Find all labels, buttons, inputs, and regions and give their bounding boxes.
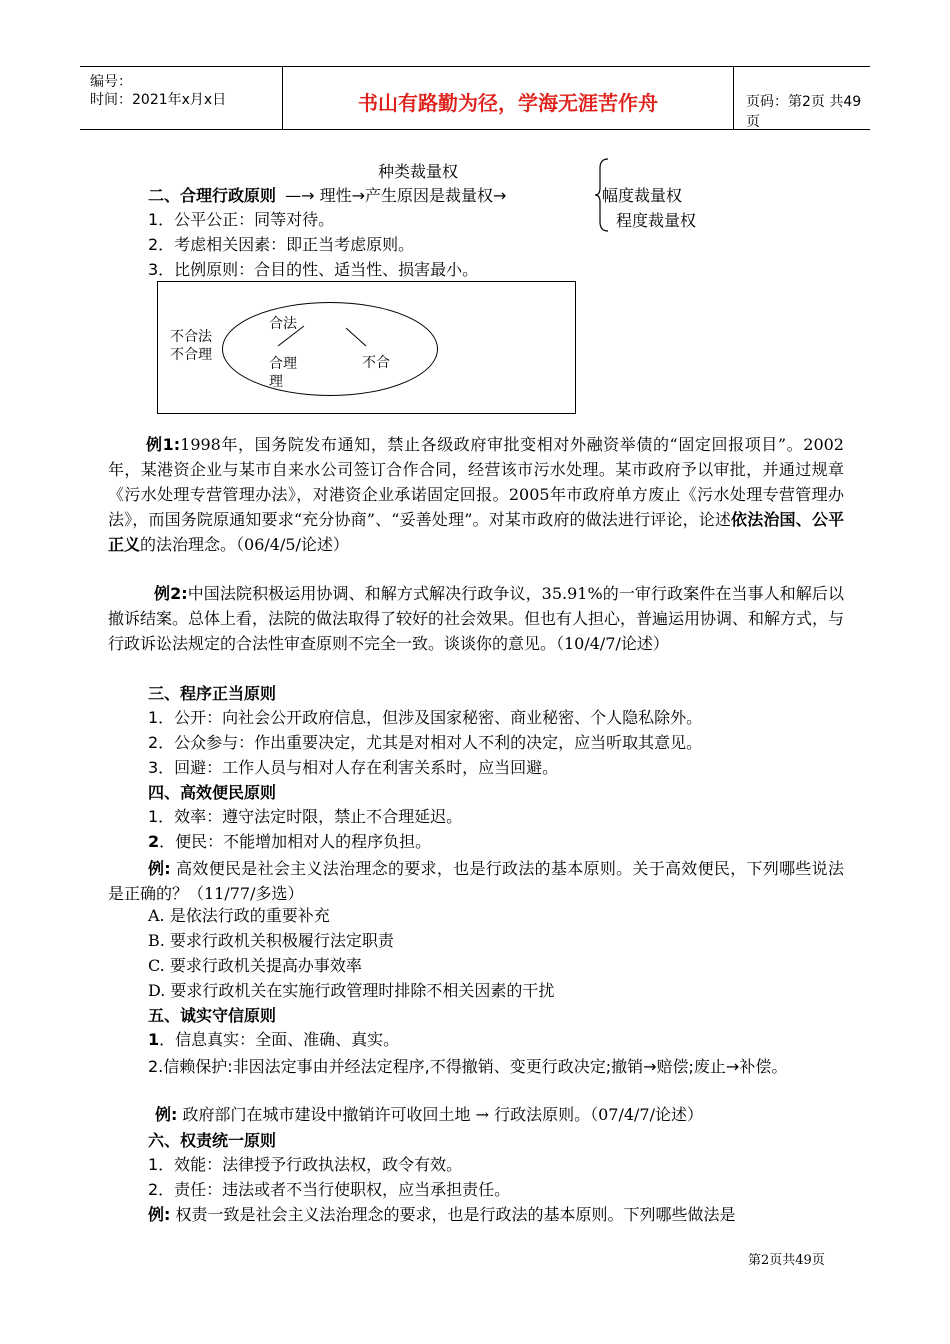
section-4-title: 四、高效便民原则 bbox=[148, 783, 277, 802]
section-5-item-1-num: 1 bbox=[148, 1030, 160, 1049]
section-5-item-2: 2.信赖保护:非因法定事由并经法定程序,不得撤销、变更行政决定;撤销→赔偿;废止→补偿。 bbox=[148, 1057, 788, 1076]
time-label: 时间：2021年x月x日 bbox=[90, 92, 227, 108]
diagram-outer-label-2: 不合理 bbox=[170, 347, 212, 363]
section-5-title: 五、诚实守信原则 bbox=[148, 1006, 277, 1025]
section-5-example bbox=[155, 1105, 703, 1125]
section-4-example-label: 例: bbox=[148, 859, 171, 878]
section-6-item-1: 1．效能：法律授予行政执法权，政令有效。 bbox=[148, 1155, 463, 1174]
section-5-example-text: 政府部门在城市建设中撤销许可收回土地 → 行政法原则。（07/4/7/论述） bbox=[182, 1105, 703, 1124]
header-left-cell bbox=[80, 67, 283, 129]
section-3-item-1: 1．公开：向社会公开政府信息，但涉及国家秘密、商业秘密、个人隐私除外。 bbox=[148, 708, 703, 727]
section-2-heading bbox=[148, 186, 506, 206]
section-5-item-1-text: ．信息真实：全面、准确、真实。 bbox=[159, 1030, 400, 1049]
header-right-cell bbox=[734, 67, 870, 129]
page-header bbox=[80, 66, 870, 130]
diagram-reasonable-label: 合理 bbox=[269, 356, 297, 372]
example-1-label: 例1: bbox=[146, 435, 181, 454]
section-3-title: 三、程序正当原则 bbox=[148, 684, 277, 703]
section-4-item-1: 1．效率：遵守法定时限，禁止不合理延迟。 bbox=[148, 807, 463, 826]
example-2 bbox=[108, 581, 844, 656]
section-3-item-2: 2．公众参与：作出重要决定，尤其是对相对人不利的决定，应当听取其意见。 bbox=[148, 733, 703, 752]
serial-label: 编号： bbox=[90, 74, 132, 90]
footer-page-number: 第2页共49页 bbox=[748, 1253, 825, 1268]
section-6-item-2: 2．责任：违法或者不当行使职权，应当承担责任。 bbox=[148, 1180, 511, 1199]
kind-amplitude: 幅度裁量权 bbox=[602, 186, 683, 205]
example-2-label: 例2: bbox=[154, 584, 188, 603]
section-2-title: 二、合理行政原则 bbox=[148, 186, 277, 205]
option-c: C. 要求行政机关提高办事效率 bbox=[148, 956, 362, 975]
section-4-example bbox=[108, 856, 844, 906]
example-1-emphasis: 依法治国、公平正义 bbox=[108, 510, 844, 554]
diagram-line-right bbox=[346, 328, 366, 346]
diagram-legal-label: 合法 bbox=[269, 316, 297, 332]
section-6-example bbox=[148, 1205, 736, 1225]
section-4-item-2-num: 2 bbox=[148, 832, 160, 851]
section-6-example-text: 权责一致是社会主义法治理念的要求，也是行政法的基本原则。下列哪些做法是 bbox=[175, 1205, 736, 1224]
diagram-reasonable-label-cont: 理 bbox=[269, 374, 283, 390]
header-middle-cell bbox=[283, 67, 734, 129]
example-1-tail: 的法治理念。（06/4/5/论述） bbox=[140, 535, 349, 554]
section-3-item-3: 3．回避：工作人员与相对人存在利害关系时，应当回避。 bbox=[148, 758, 559, 777]
section-6-example-label: 例: bbox=[148, 1205, 171, 1224]
example-1-text: 1998年，国务院发布通知，禁止各级政府审批变相对外融资举债的“固定回报项目”。2002年，某港资企业与某市自来水公司签订合作合同，经营该市污水处理。某市政府予以审批，并通过规章《污水处理专营管理办法》，对港资企业承诺固定回报。2005年市政府单方废止《污水处理专营管理办法》，而国务院原通知要求“充分协商”、“妥善处理”。对某市政府的做法进行评论，论述 bbox=[108, 435, 844, 529]
section-5-item-1 bbox=[148, 1030, 399, 1050]
diagram-line-left bbox=[278, 326, 304, 346]
example-1 bbox=[108, 432, 844, 557]
header-page-number: 页码：第2页 共49页 bbox=[746, 94, 862, 130]
section-4-item-2-text: ．便民：不能增加相对人的程序负担。 bbox=[159, 832, 432, 851]
option-a: A. 是依法行政的重要补充 bbox=[148, 906, 330, 925]
section-2-item-3: 3．比例原则：合目的性、适当性、损害最小。 bbox=[148, 260, 479, 279]
example-2-text: 中国法院积极运用协调、和解方式解决行政争议，35.91%的一审行政案件在当事人和解后以撤诉结案。总体上看，法院的做法取得了较好的社会效果。但也有人担心，普遍运用协调、和解方式，与行政诉讼法规定的合法性审查原则不完全一致。谈谈你的意见。（10/4/7/论述） bbox=[108, 584, 845, 653]
diagram-outer-label-1: 不合法 bbox=[170, 329, 212, 345]
motto-text: 书山有路勤为径，学海无涯苦作舟 bbox=[358, 91, 658, 115]
option-d: D. 要求行政机关在实施行政管理时排除不相关因素的干扰 bbox=[148, 981, 555, 1000]
section-2-item-2: 2．考虑相关因素：即正当考虑原则。 bbox=[148, 235, 415, 254]
kind-degree: 程度裁量权 bbox=[616, 211, 697, 230]
section-6-title: 六、权责统一原则 bbox=[148, 1131, 277, 1150]
section-2-item-1: 1．公平公正：同等对待。 bbox=[148, 210, 335, 229]
section-4-example-text: 高效便民是社会主义法治理念的要求，也是行政法的基本原则。关于高效便民，下列哪些说法是正确的？（11/77/多选） bbox=[108, 859, 844, 903]
section-5-example-label: 例: bbox=[155, 1105, 178, 1124]
legality-diagram bbox=[157, 281, 576, 414]
section-2-flow: —→ 理性→产生原因是裁量权→ bbox=[285, 186, 507, 205]
diagram-lines bbox=[158, 282, 575, 413]
diagram-unmatched-label: 不合 bbox=[362, 355, 390, 371]
kinds-label: 种类裁量权 bbox=[378, 162, 459, 181]
option-b: B. 要求行政机关积极履行法定职责 bbox=[148, 931, 394, 950]
section-4-item-2 bbox=[148, 832, 431, 852]
